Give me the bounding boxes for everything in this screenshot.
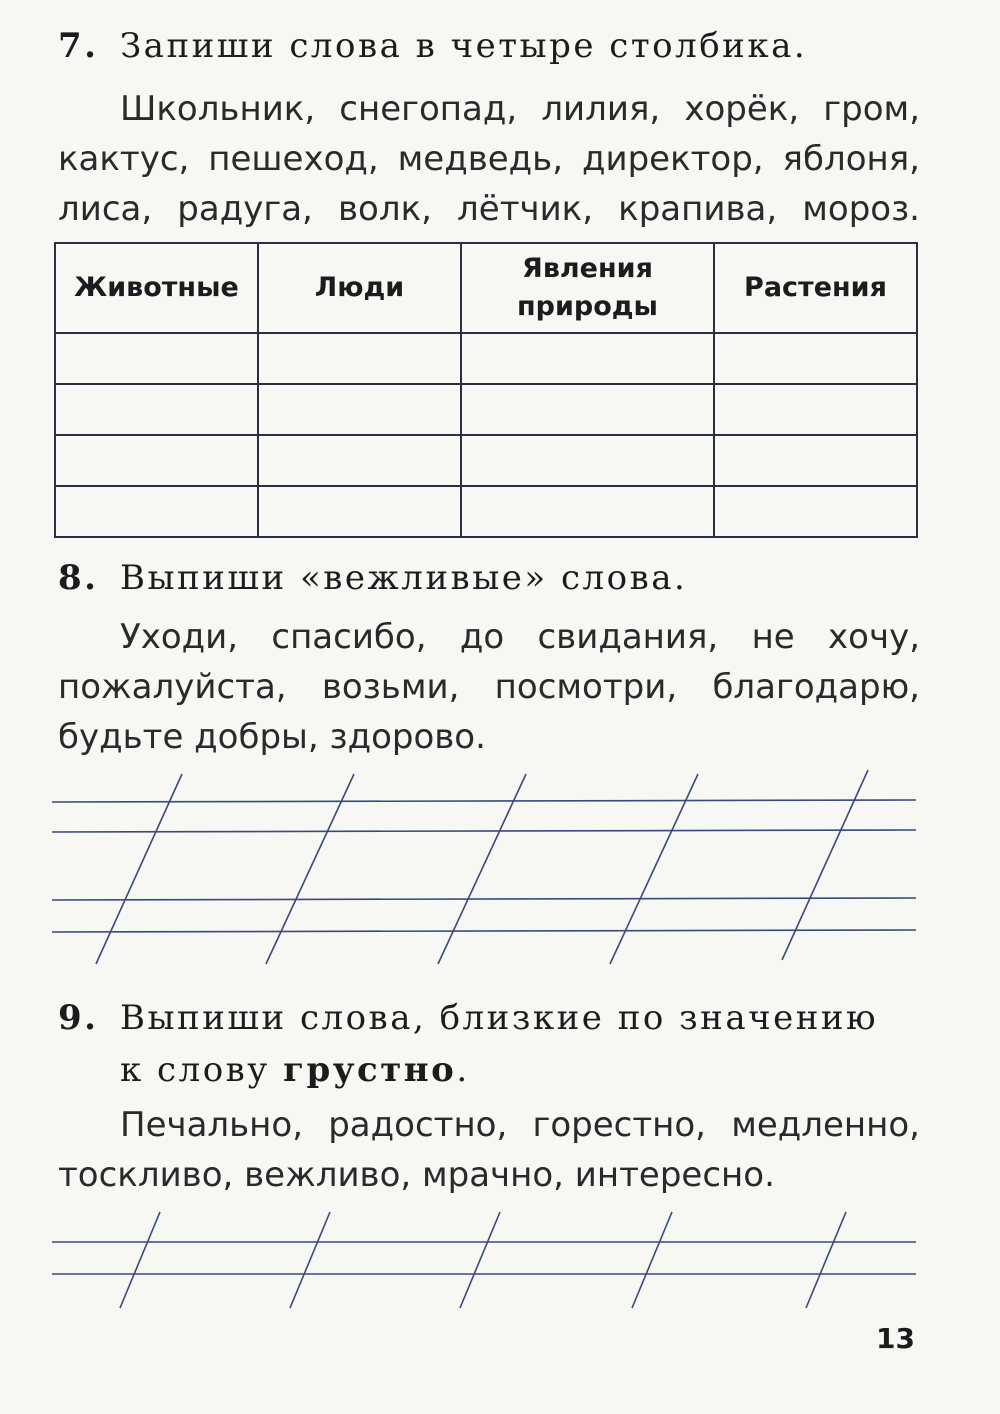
task8-line: будьте добры, здорово.: [58, 717, 486, 757]
task9-instruction-suffix: .: [456, 1050, 470, 1090]
task8-instruction: Выпиши «вежливые» слова.: [120, 558, 688, 598]
header-nature: Явления природы: [461, 243, 714, 333]
table-cell[interactable]: [714, 486, 917, 537]
task9-writing-lines[interactable]: [0, 1200, 1000, 1320]
table-cell[interactable]: [55, 486, 258, 537]
table-cell[interactable]: [714, 333, 917, 384]
table-cell[interactable]: [258, 333, 461, 384]
task9-line: Печально, радостно, горестно, медленно,: [120, 1105, 920, 1145]
header-animals: Животные: [55, 243, 258, 333]
task9-heading: [58, 992, 878, 1096]
task8-word-list: [58, 612, 920, 762]
task7-instruction: Запиши слова в четыре столбика.: [120, 26, 808, 66]
table-cell[interactable]: [461, 384, 714, 435]
table-row: [55, 384, 917, 435]
task9-instruction-prefix: к слову: [120, 1050, 284, 1090]
table-header-row: [55, 243, 917, 333]
task7-table: [54, 242, 918, 538]
task7-line: Школьник, снегопад, лилия, хорёк, гром,: [120, 89, 920, 129]
task9-number: 9.: [58, 998, 99, 1038]
task9-line: тоскливо, вежливо, мрачно, интересно.: [58, 1155, 775, 1195]
table-cell[interactable]: [461, 435, 714, 486]
task8-number: 8.: [58, 558, 99, 598]
task7-word-list: [58, 84, 920, 234]
task7-number: 7.: [58, 26, 99, 66]
table-cell[interactable]: [55, 384, 258, 435]
page-number: 13: [876, 1322, 915, 1355]
table-cell[interactable]: [258, 384, 461, 435]
task9-word-list: [58, 1100, 920, 1200]
table-cell[interactable]: [55, 333, 258, 384]
table-cell[interactable]: [461, 486, 714, 537]
task7-heading: [58, 20, 807, 72]
table-row: [55, 435, 917, 486]
task7-line: лиса, радуга, волк, лётчик, крапива, мороз.: [58, 189, 920, 229]
task9-instruction: Выпиши слова, близкие по значению: [120, 998, 879, 1038]
table-cell[interactable]: [55, 435, 258, 486]
table-cell[interactable]: [714, 435, 917, 486]
task8-writing-lines[interactable]: [0, 760, 1000, 970]
header-plants: Растения: [714, 243, 917, 333]
table-row: [55, 486, 917, 537]
task8-line: Уходи, спасибо, до свидания, не хочу,: [120, 617, 920, 657]
table-row: [55, 333, 917, 384]
task8-heading: [58, 552, 687, 604]
header-people: Люди: [258, 243, 461, 333]
table-cell[interactable]: [461, 333, 714, 384]
table-cell[interactable]: [714, 384, 917, 435]
task9-keyword: грустно: [283, 1050, 457, 1090]
task8-line: пожалуйста, возьми, посмотри, благодарю,: [58, 667, 920, 707]
table-cell[interactable]: [258, 435, 461, 486]
task7-line: кактус, пешеход, медведь, директор, яблоня,: [58, 139, 920, 179]
table-cell[interactable]: [258, 486, 461, 537]
